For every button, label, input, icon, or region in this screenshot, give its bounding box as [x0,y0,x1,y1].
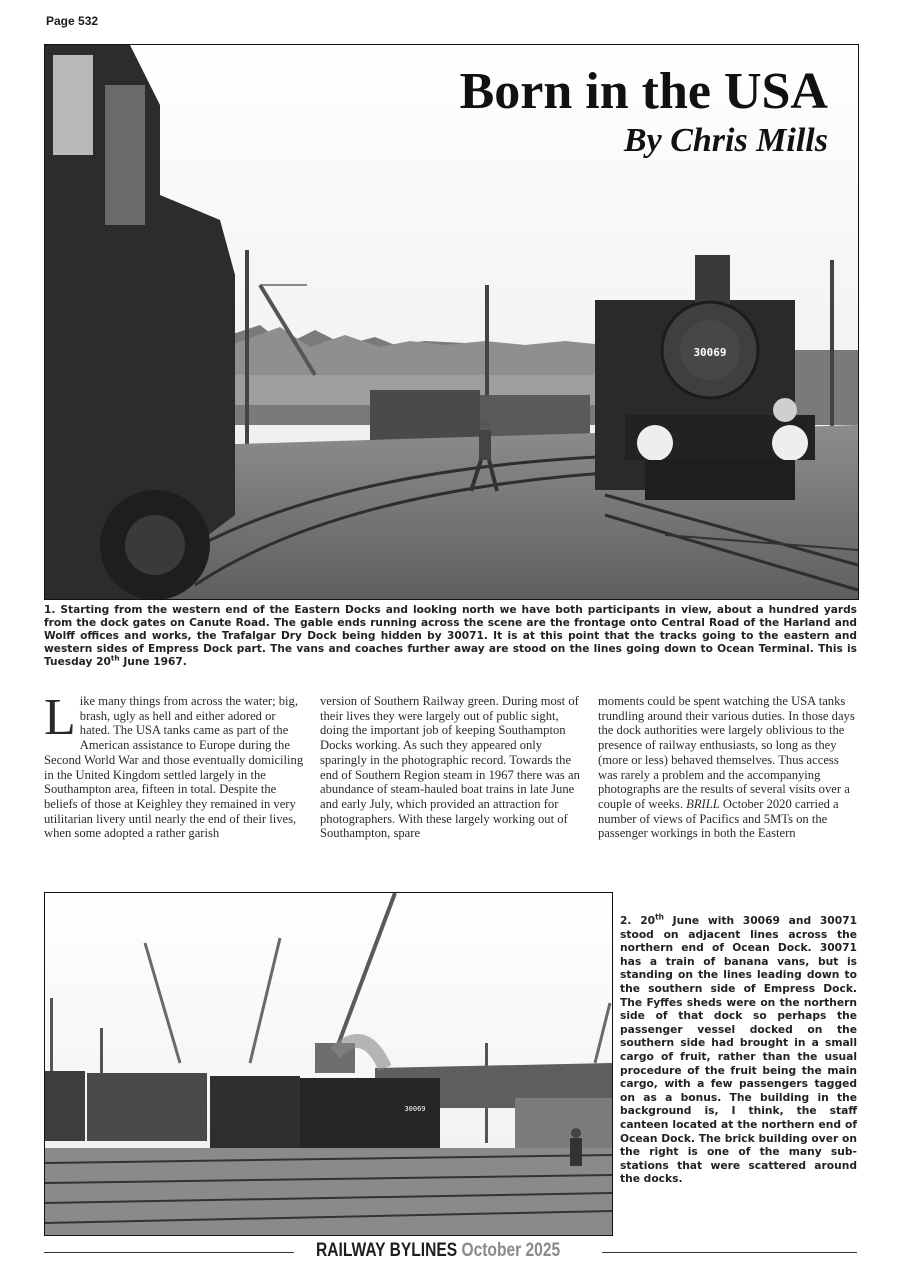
photo-1-caption-text: 1. Starting from the western end of the Eastern Docks and looking north we have both participants in view, about a hundred yards from the dock gates on Canute Road. The gable ends running across the scene are the frontage onto Central Road of the Harland and Wolff offices and works, the Trafalgar Dry Dock being hidden by 30071. It is at this point that the tracks going to the eastern and western sides of Empress Dock part. The vans and coaches further away are stood on the lines going down to Ocean Terminal. This is Tuesday 20 [44,604,857,668]
photo-1-caption-end: June 1967. [119,656,187,668]
body-column-2-text: version of Southern Railway green. During most of their lives they were largely out of public sight, doing the important job of keeping Southampton Docks working. As such they appeared only sparingly in the photographic record. Towards the end of Southern Region steam in 1967 there was an abundance of steam-hauled boat trains in late June and early July, which provided an attraction for photographers. With these largely working out of Southampton, spare [320,694,580,841]
article-title: Born in the USA [459,63,828,120]
body-column-3-text: moments could be spent watching the USA tanks trundling around their various duties. In those days the dock authorities were largely oblivious to the presence of railway enthusiasts, so long as they (more or less) behaved themselves. Thus access was rarely a problem and the accompanying photographs are the results of several visits over a couple of weeks. [598,694,855,811]
photo-2 [44,892,613,1236]
photo-2-caption-start: 2. 20 [620,914,656,927]
body-column-3-text-end: October 2020 carried a number of views of Pacifics and 5MTs on the passenger workings in both the Eastern [598,796,839,841]
footer-rule-left [44,1252,294,1253]
magazine-name: RAILWAY BYLINES [316,1240,458,1261]
issue-date: October 2025 [461,1240,561,1261]
photo-2-loco-number: 30069 [404,1105,426,1113]
drop-cap: L [44,689,76,746]
footer-masthead [316,1240,560,1262]
photo-1-loco-number: 30069 [693,346,727,359]
photo-1-caption-sup: th [110,653,120,663]
photo-2-caption-sup: th [655,912,664,922]
body-column-3 [598,694,860,841]
photo-2-caption-text: June with 30069 and 30071 stood on adjacent lines across the northern end of Ocean Dock. 30071 has a train of banana vans, but is standing on the lines leading down to the southern side of Empress Dock. The Fyffes sheds were on the northern side of that dock so perhaps the passenger vessel docked on the southern side had brought in a small cargo of fruit, rather than the usual procedure of the fruit being the main cargo, with a few passengers tagged on as a bonus. The building in the background is, I think, the staff canteen located at the northern end of Ocean Dock. The brick building over on the right is one of the many sub-stations that were scattered around the docks. [620,914,858,1186]
photo-2-image [45,893,612,1235]
body-column-2 [320,694,582,841]
body-column-1-text: ike many things from across the water; big, brash, ugly as hell and either adored or hated. The USA tanks came as part of the American assistance to Europe during the Second World War and those eventually domiciling in the United Kingdom settled largely in the Southampton area, fifteen in total. Despite the beliefs of those at Keighley they remained in very utilitarian livery until nearly the end of their lives, when some adopted a rather garish [44,694,304,841]
footer-rule-right [602,1252,857,1253]
photo-1 [44,44,859,600]
photo-1-caption [44,604,857,669]
article-title-block [460,63,828,161]
body-column-3-italic: BRILL [686,796,720,811]
page-number: Page 532 [46,14,99,28]
photo-2-caption [620,914,857,1186]
body-column-1 [44,689,306,841]
article-byline: By Chris Mills [623,122,828,159]
footer [44,1240,857,1264]
